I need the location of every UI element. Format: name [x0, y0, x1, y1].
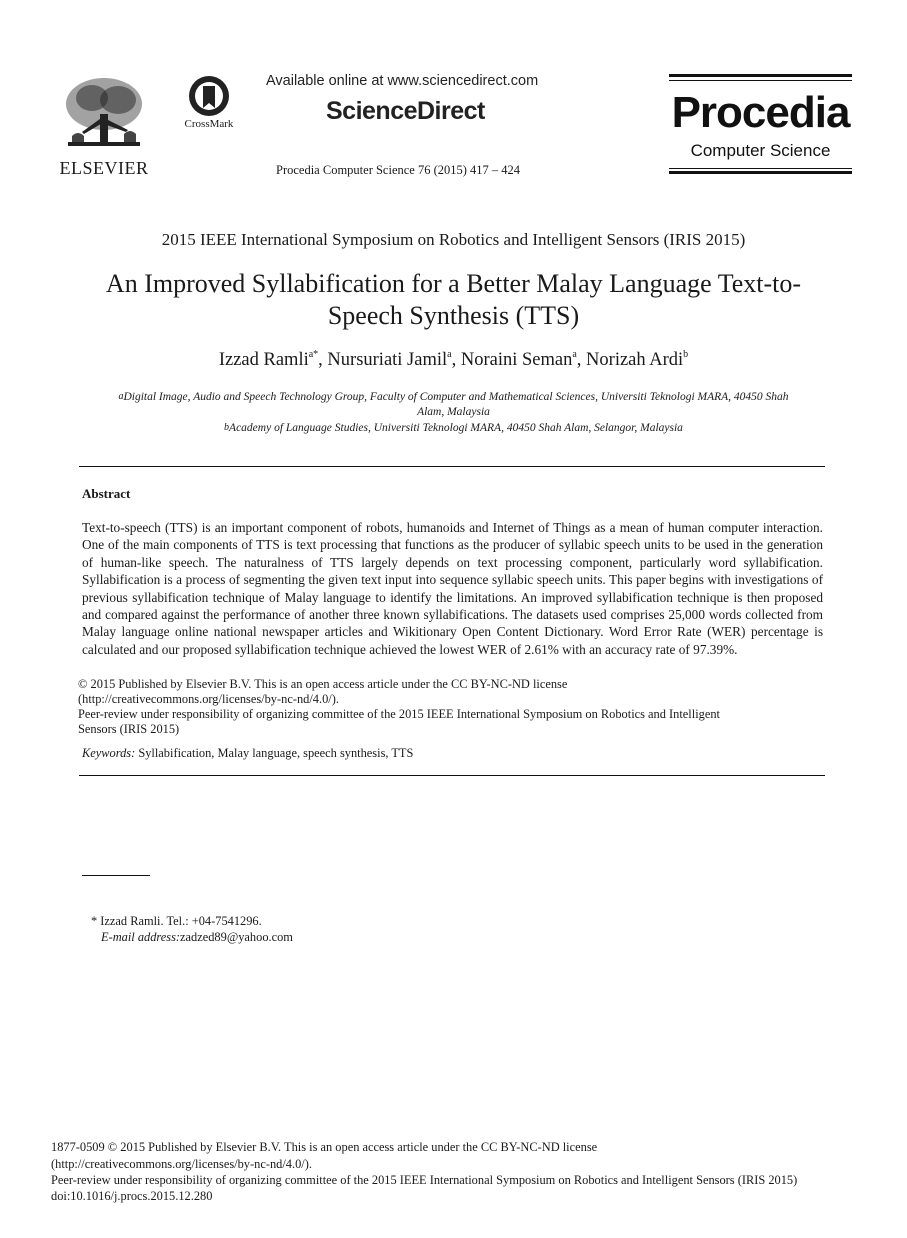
crossmark-icon: [186, 74, 232, 118]
paper-title: [70, 268, 837, 332]
author-name: Noraini Seman: [460, 350, 573, 370]
procedia-rule-bottom: [669, 171, 852, 174]
elsevier-wordmark: ELSEVIER: [59, 158, 149, 178]
procedia-subtitle: Computer Science: [690, 141, 831, 160]
author-separator: ,: [576, 350, 587, 370]
keywords: [82, 746, 823, 761]
affiliation-a-line-2: Alam, Malaysia: [417, 406, 490, 418]
author-name: Izzad Ramli: [218, 350, 309, 370]
abstract-heading: Abstract: [82, 486, 131, 501]
procedia-rule-bottom-thin: [669, 168, 852, 169]
footnote-email: [101, 930, 293, 945]
paper-title-line-1: An Improved Syllabification for a Better Malay Language Text-to-: [105, 269, 802, 298]
peer-review-line-2: Sensors (IRIS 2015): [78, 722, 180, 737]
email-label: E-mail address:: [101, 930, 181, 944]
conference-name: 2015 IEEE International Symposium on Robotics and Intelligent Sensors (IRIS 2015): [161, 230, 746, 249]
doi[interactable]: doi:10.1016/j.procs.2015.12.280: [51, 1189, 213, 1203]
divider-bottom: [79, 775, 825, 776]
affiliation-superscript: b: [224, 422, 230, 433]
procedia-rule-top: [669, 74, 852, 77]
procedia-wordmark: Procedia: [671, 88, 850, 137]
elsevier-tree-icon: [62, 74, 146, 156]
author-separator: ,: [318, 350, 328, 370]
email-address[interactable]: zadzed89@yahoo.com: [180, 930, 293, 944]
procedia-rule-top-thin: [669, 80, 852, 81]
affiliation-b: [0, 421, 907, 436]
author-name: Norizah Ardi: [586, 350, 684, 370]
footnote-rule: [82, 875, 150, 876]
keywords-label: Keywords:: [82, 746, 136, 760]
affiliation-b-text: Academy of Language Studies, Universiti Teknologi MARA, 40450 Shah Alam, Selangor, Malaysia: [229, 422, 683, 434]
peer-review-line-1: Peer-review under responsibility of organizing committee of the 2015 IEEE International Symposium on Robotics and Intelligent: [78, 707, 720, 721]
footnote-author-contact: * Izzad Ramli. Tel.: +04-7541296.: [91, 914, 262, 928]
affiliation-superscript: a: [118, 391, 124, 402]
procedia-logo: [669, 74, 852, 178]
issn-copyright-line: 1877-0509 © 2015 Published by Elsevier B.V. This is an open access article under the CC BY-NC-ND license: [51, 1140, 598, 1154]
author-superscript: a: [572, 349, 577, 360]
author-list: [0, 350, 907, 371]
abstract-body: Text-to-speech (TTS) is an important component of robots, humanoids and Internet of Things as a mean of human computer interaction. One of the main components of TTS is text processing that functions as the producer of syllabic speech units to be used in the generation of human-like speech. The naturalness of TTS largely depends on text processing component, particularly word syllabification. Syllabification is a process of segmenting the given text input into sequence syllabic speech units. This paper begins with investigations of previous syllabification technique of Malay language to identify the limitations. An improved syllabification technique is then proposed and compared against the performance of another three known syllabifications. The datasets used comprises 25,000 words collected from Malay language online national newspaper articles and Wikitionary Open Content Dictionary. Word Error Rate (WER) percentage is calculated and our proposed syllabification technique achieved the lowest WER of 2.61% with an accuracy rate of 97.39%.: [82, 520, 823, 657]
affiliation-a-line-1: Digital Image, Audio and Speech Technology Group, Faculty of Computer and Mathematical Sciences, Universiti Teknologi MARA, 40450 Shah: [123, 391, 789, 403]
crossmark-label: CrossMark: [184, 118, 234, 130]
license-link[interactable]: (http://creativecommons.org/licenses/by-nc-nd/4.0/).: [78, 692, 339, 707]
divider-top: [79, 466, 825, 467]
crossmark-logo[interactable]: [178, 74, 240, 134]
author-superscript: a*: [308, 349, 319, 360]
author-superscript: b: [683, 349, 689, 360]
keywords-list: Syllabification, Malay language, speech synthesis, TTS: [135, 746, 414, 760]
bottom-license-link[interactable]: (http://creativecommons.org/licenses/by-nc-nd/4.0/).: [51, 1157, 312, 1171]
journal-reference: Procedia Computer Science 76 (2015) 417 – 424: [276, 163, 521, 177]
affiliation-a: [80, 390, 827, 420]
peer-review-notice: [78, 707, 823, 737]
sciencedirect-logo: ScienceDirect: [326, 97, 485, 125]
copyright-line-1: © 2015 Published by Elsevier B.V. This is an open access article under the CC BY-NC-ND license: [78, 677, 568, 691]
bottom-peer-review: Peer-review under responsibility of organizing committee of the 2015 IEEE International Symposium on Robotics and Intelligent Sensors (IRIS 2015): [51, 1173, 798, 1187]
author-separator: ,: [451, 350, 461, 370]
author-name: Nursuriati Jamil: [327, 350, 448, 370]
available-online-text: Available online at www.sciencedirect.com: [266, 73, 539, 89]
elsevier-logo: [56, 74, 152, 178]
author-superscript: a: [447, 349, 452, 360]
copyright-notice: [78, 677, 823, 707]
paper-title-line-2: Speech Synthesis (TTS): [327, 301, 580, 330]
